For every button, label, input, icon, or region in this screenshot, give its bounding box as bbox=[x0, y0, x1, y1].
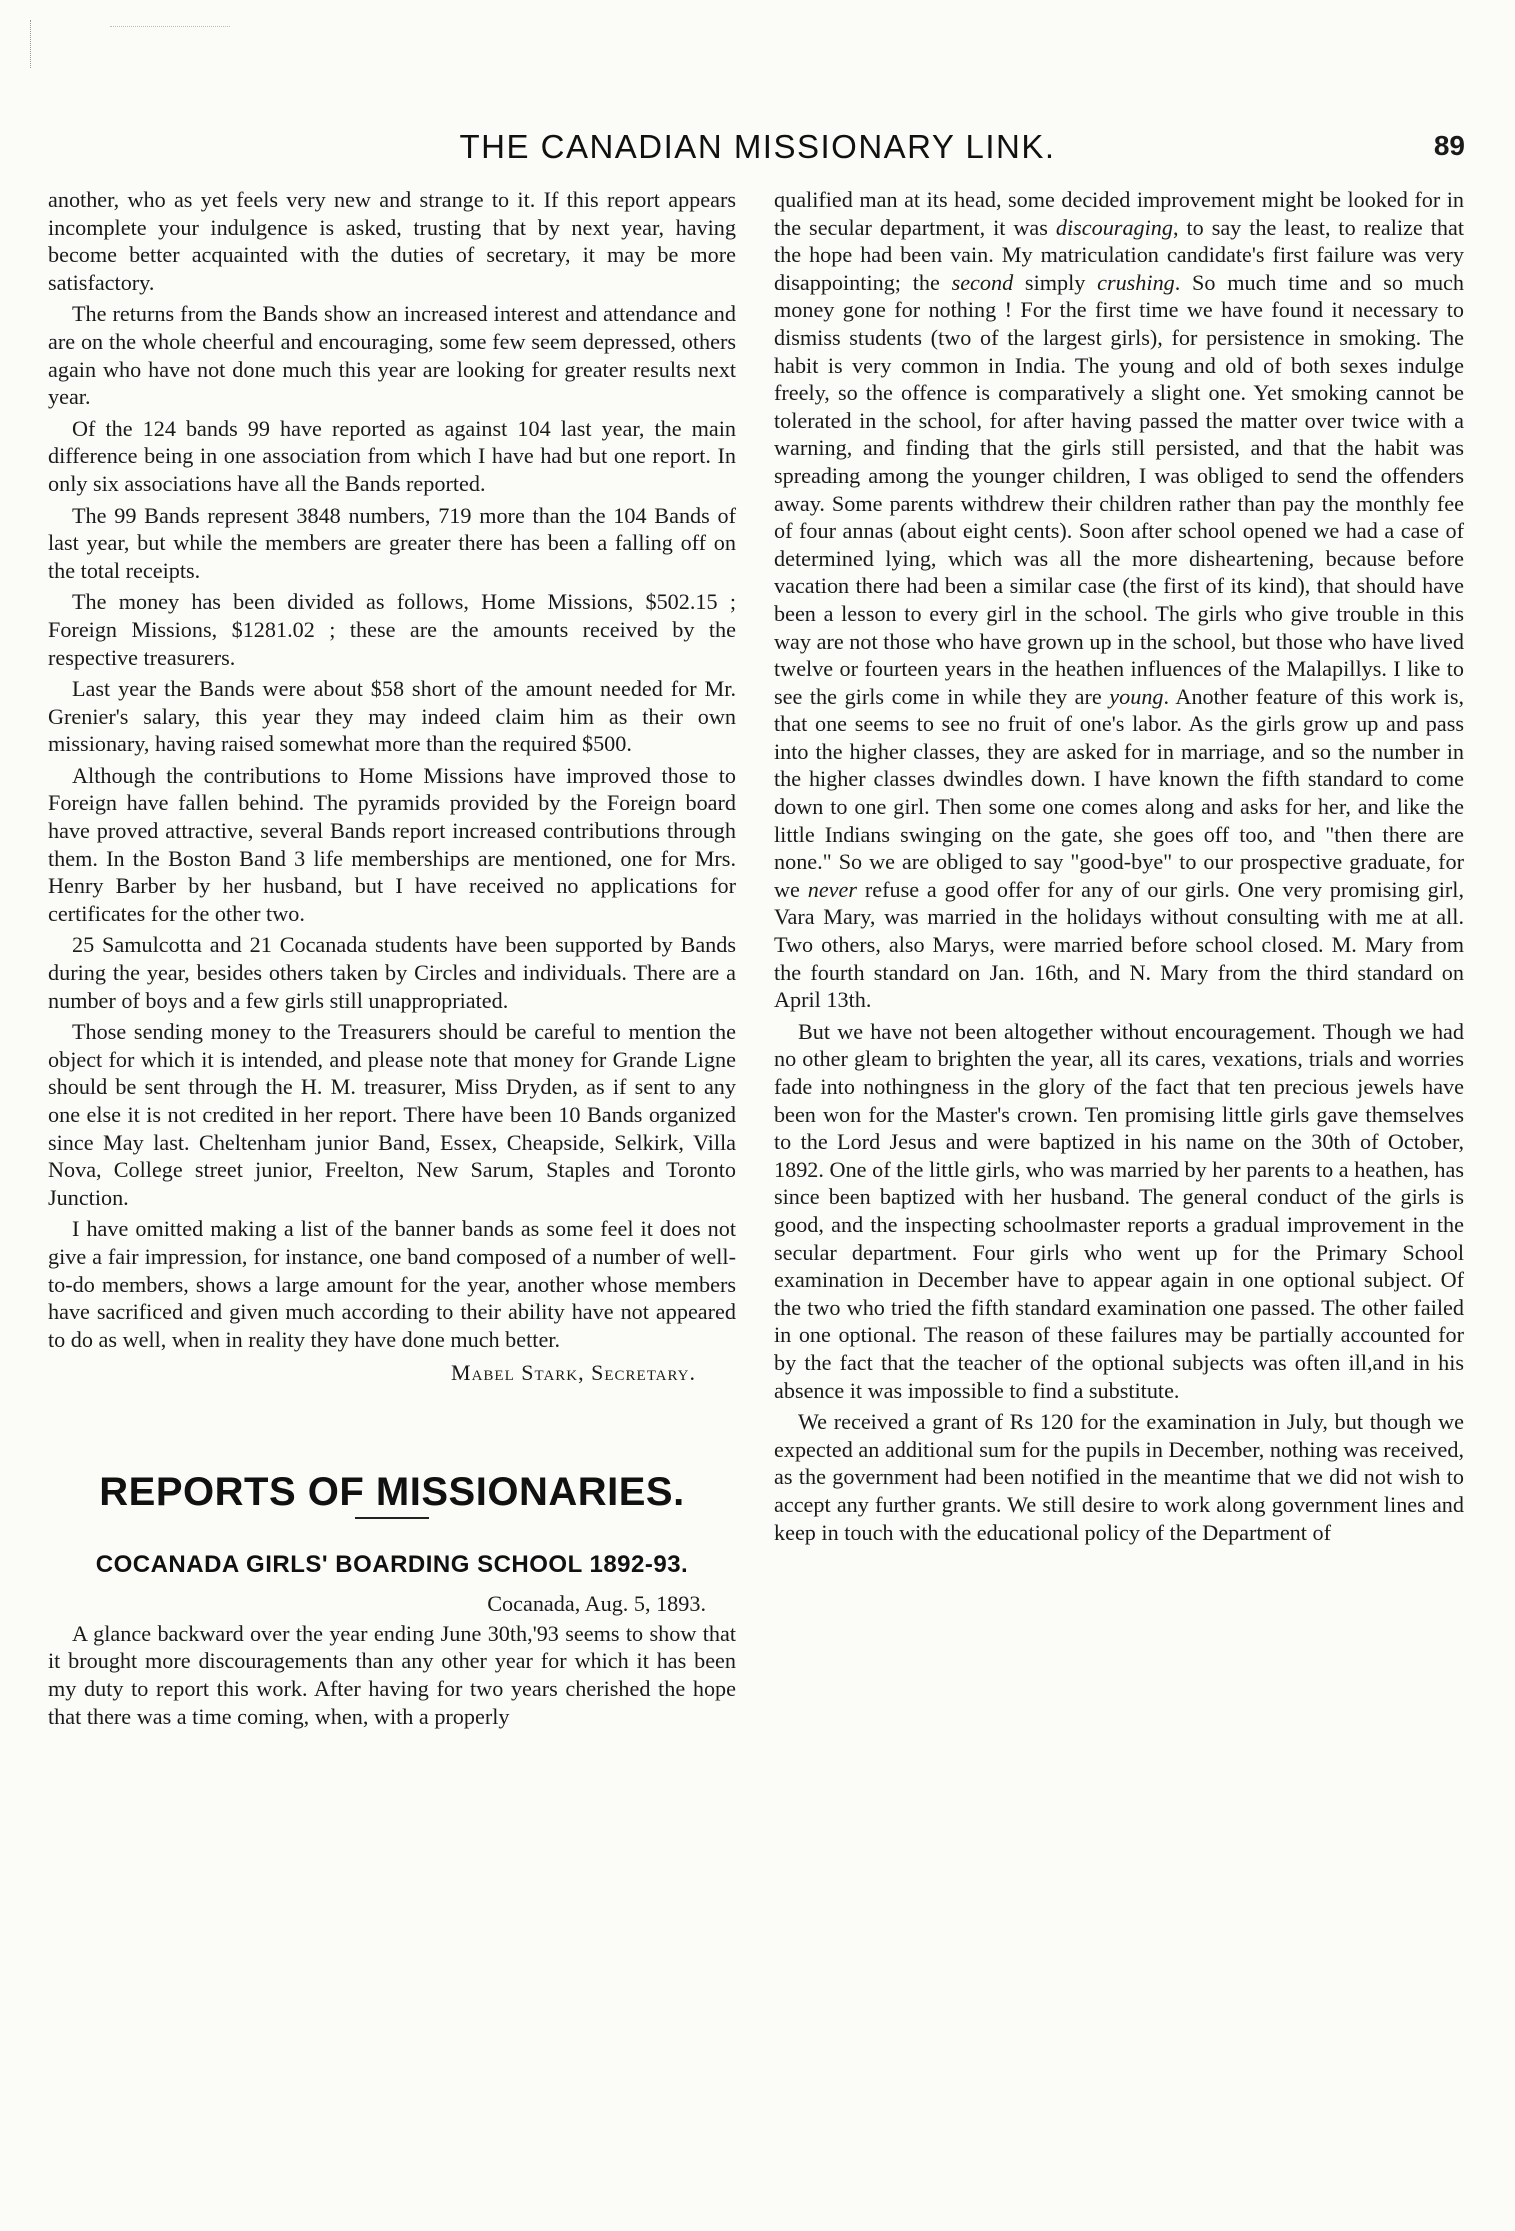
text-run: . Another feature of this work is, that one seems to see no fruit of one's labor. As the girls grow up and pass into the higher classes, they are asked for in marriage, and so the number in the higher classes dwindles down. I have known the fifth standard to come down to one girl. Then some one comes along and asks for her, and like the little Indians swinging on the gate, she goes off too, and "then there are none." So we are obliged to say "good-bye" to our prospective graduate, for we bbox=[774, 683, 1465, 902]
paragraph: Of the 124 bands 99 have reported as against 104 last year, the main difference being in one association from which I have had but one report. In only six associations have all the Bands reported. bbox=[48, 415, 736, 496]
left-column bbox=[48, 186, 736, 1734]
italic-text: never bbox=[807, 876, 858, 902]
paragraph: 25 Samulcotta and 21 Cocanada students have been supported by Bands during the year, besides others taken by Circles and individuals. There are a number of boys and a few girls still unappropriated. bbox=[48, 932, 736, 1013]
paragraph: The money has been divided as follows, Home Missions, $502.15 ; Foreign Missions, $1281.02 ; these are the amounts received by the respective treasurers. bbox=[48, 589, 736, 670]
heading-rule bbox=[355, 1517, 429, 1519]
section-heading: REPORTS OF MISSIONARIES. bbox=[99, 1469, 685, 1514]
right-column bbox=[774, 186, 1464, 1550]
paragraph: The 99 Bands represent 3848 numbers, 719 more than the 104 Bands of last year, but while the members are greater there has been a falling off on the total receipts. bbox=[48, 502, 736, 583]
paragraph: Those sending money to the Treasurers should be careful to mention the object for which it is intended, and please note that money for Grande Ligne should be sent through the H. M. treasurer, Miss Dryden, as if sent to any one else it is not credited in her report. There have been 10 Bands organized since May last. Cheltenham junior Band, Essex, Cheapside, Selkirk, Villa Nova, College street junior, Freelton, New Sarum, Staples and Toronto Junction. bbox=[48, 1019, 736, 1210]
paragraph: A glance backward over the year ending June 30th,'93 seems to show that it brought more discouragements than any other year for which it has been my duty to report this work. After having for two years cherished the hope that there was a time coming, when, with a properly bbox=[48, 1620, 736, 1729]
paragraph: another, who as yet feels very new and strange to it. If this report appears incomplete your indulgence is asked, trusting that by next year, having become better acquainted with the duties of secretary, it may be more satisfactory. bbox=[48, 187, 736, 295]
paragraph: We received a grant of Rs 120 for the examination in July, but though we expected an additional sum for the pupils in December, nothing was received, as the government had been notified in the meantime that we did not wish to accept any further grants. We still desire to work along government lines and keep in touch with the educational policy of the Department of bbox=[774, 1409, 1464, 1545]
paragraph: Although the contributions to Home Missions have improved those to Foreign have fallen behind. The pyramids provided by the Foreign board have proved attractive, several Bands report increased contributions through them. In the Boston Band 3 life memberships are mentioned, one for Mrs. Henry Barber by her husband, but I have received no applications for certificates for the other two. bbox=[48, 762, 736, 926]
paragraph: I have omitted making a list of the banner bands as some feel it does not give a fair impression, for instance, one band composed of a number of well-to-do members, shows a large amount for the year, another whose members have sacrificed and given much according to their ability have not appeared to do as well, when in reality they have done much better. bbox=[48, 1216, 736, 1352]
paragraph: But we have not been altogether without encouragement. Though we had no other gleam to brighten the year, all its cares, vexations, trials and worries fade into nothingness in the glory of the fact that ten precious jewels have been won for the Master's crown. Ten promising little girls gave themselves to the Lord Jesus and were baptized in his name on the 30th of October, 1892. One of the little girls, who was married by her parents to a heathen, has since been baptized with her husband. The general conduct of the girls is good, and the inspecting schoolmaster reports a gradual improvement in the secular department. Four girls who went up for the Primary School examination in December have to appear again in one optional subject. Of the two who tried the fifth standard examination one passed. The other failed in one optional. The reason of these failures may be partially accounted for by the fact that the teacher of the optional subjects was often ill,and in his absence it was impossible to find a substitute. bbox=[774, 1018, 1464, 1403]
text-run: , to say the least, to realize that the hope had been vain. My matriculation candidate's first failure was very disappointing; the bbox=[774, 214, 1464, 295]
scan-mark bbox=[30, 20, 39, 68]
paragraph: The returns from the Bands show an increased interest and attendance and are on the whole cheerful and encouraging, some few seem depressed, others again who have not done much this year are looking for greater results next year. bbox=[48, 301, 736, 410]
text-run: . So much time and so much money gone for nothing ! For the first time we have found it necessary to dismiss students (two of the largest girls), for persistence in smoking. The habit is very common in India. The young and old of both sexes indulge freely, so the offence is comparatively a slight one. Yet smoking cannot be tolerated in the school, for after having passed the matter over twice with a warning, and finding that the girls still persisted, and that the habit was spreading among the younger children, I was obliged to send the offenders away. Some parents withdrew their children rather than pay the monthly fee of four annas (about eight cents). Soon after school opened we had a case of determined lying, which was all the more disheartening, because before vacation there had been a similar case (the first of its kind), that should have been a lesson to every girl in the school. The girls who give trouble in this way are not those who have grown up in the school, but those who have lived twelve or fourteen years in the heathen influences of the Malapillys. I like to see the girls come in while they are bbox=[774, 269, 1464, 709]
paragraph: Last year the Bands were about $58 short of the amount needed for Mr. Grenier's salary, this year they may indeed claim him as their own missionary, having raised somewhat more than the required $500. bbox=[48, 676, 736, 757]
scan-mark bbox=[110, 26, 230, 37]
italic-text: discouraging bbox=[1055, 214, 1173, 240]
text-run: qualified man at its head, some decided improvement might be looked for in the secular department, it was bbox=[774, 187, 1464, 240]
italic-text: second bbox=[951, 269, 1014, 295]
dateline: Cocanada, Aug. 5, 1893. bbox=[487, 1591, 706, 1617]
text-run: simply bbox=[1013, 269, 1098, 295]
italic-text: young bbox=[1109, 683, 1164, 709]
italic-text: crushing bbox=[1097, 269, 1175, 295]
paragraph bbox=[774, 186, 1464, 1014]
page-number: 89 bbox=[1433, 130, 1465, 161]
page-header bbox=[40, 128, 1475, 172]
article-heading: COCANADA GIRLS' BOARDING SCHOOL 1892-93. bbox=[95, 1550, 689, 1578]
running-title: THE CANADIAN MISSIONARY LINK. bbox=[459, 128, 1056, 165]
signature: Mabel Stark, Secretary. bbox=[451, 1360, 696, 1386]
text-run: refuse a good offer for any of our girls. One very promising girl, Vara Mary, was married in the holidays without consulting with me at all. Two others, also Marys, were married before school closed. M. Mary from the fourth standard on Jan. 16th, and N. Mary from the third standard on April 13th. bbox=[774, 876, 1464, 1013]
